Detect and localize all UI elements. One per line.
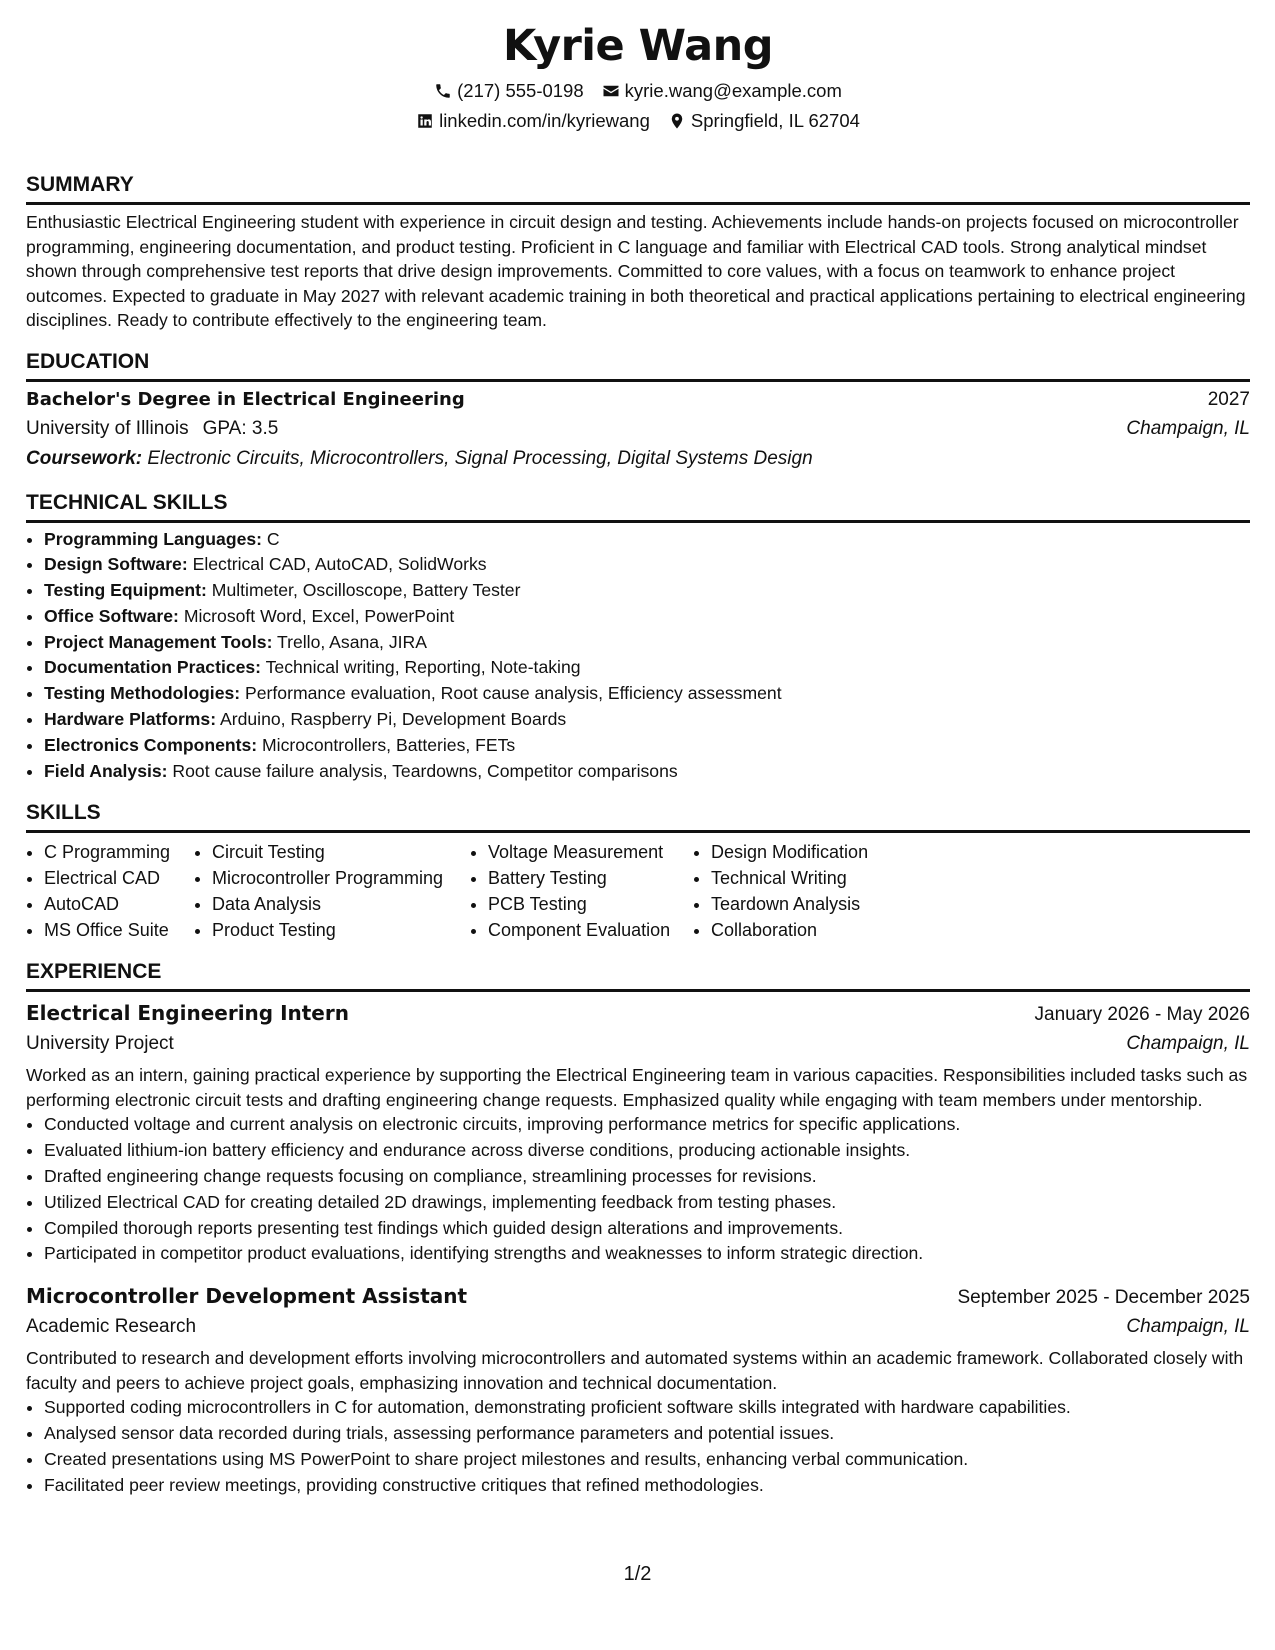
job-location: Champaign, IL [1126,1033,1250,1055]
list-item [44,604,1250,630]
coursework-list: Electronic Circuits, Microcontrollers, Signal Processing, Digital Systems Design [147,447,813,469]
school-name: University of Illinois [26,417,189,439]
list-item: • Microcontroller Programming [212,865,470,891]
resume-header [26,18,1250,134]
skills-column-4 [693,839,931,943]
skill-value: Performance evaluation, Root cause analysis, Efficiency assessment [245,683,782,704]
contact-row-1 [26,78,1250,104]
job-bullets [26,1112,1250,1267]
skill-label: Office Software: [44,605,179,626]
list-item: • Analysed sensor data recorded during trials, assessing performance parameters and potential issues. [44,1421,1250,1447]
job-location: Champaign, IL [1126,1316,1250,1338]
job-summary: Contributed to research and development efforts involving microcontrollers and automated systems within an academic framework. Collaborated closely with faculty and peers to achieve project goals, emphasizing innovation and technical documentation. [26,1348,1244,1393]
list-item: • Data Analysis [212,891,470,917]
job-title-row [26,998,1250,1029]
phone-text: (217) 555-0198 [457,80,584,101]
education-section [26,349,1250,474]
list-item [44,655,1250,681]
skill-value: Multimeter, Oscilloscope, Battery Tester [211,580,521,601]
list-item: • Utilized Electrical CAD for creating detailed 2D drawings, implementing feedback from testing phases. [44,1190,1250,1216]
contact-location [668,108,860,134]
job-organization: Academic Research [26,1316,197,1338]
school-row [26,414,1250,444]
experience-section [26,959,1250,1498]
linkedin-icon [416,112,434,130]
skills-section [26,800,1250,943]
list-item: • Supported coding microcontrollers in C for automation, demonstrating proficient software skills integrated with hardware capabilities. [44,1395,1250,1421]
list-item: • Battery Testing [488,865,693,891]
list-item [44,759,1250,785]
skill-label: Testing Equipment: [44,580,207,601]
list-item: • Created presentations using MS PowerPoint to share project milestones and results, enhancing verbal communication. [44,1447,1250,1473]
list-item: • Compiled thorough reports presenting test findings which guided design alterations and improvements. [44,1216,1250,1242]
education-heading: EDUCATION [26,349,1250,382]
summary-text: Enthusiastic Electrical Engineering student with experience in circuit design and testing. Achievements include hands-on projects focused on microcontroller programming, engineering documentation, and product testing. Proficient in C language and familiar with Electrical CAD tools. Strong analytical mindset shown through comprehensive test reports that drive design improvements. Committed to core values, with a focus on teamwork to enhance project outcomes. Expected to graduate in May 2027 with relevant academic training in both theoretical and practical applications pertaining to electrical engineering disciplines. Ready to contribute effectively to the engineering team. [26,212,1246,330]
skills-column-3 [470,839,693,943]
skill-value: Technical writing, Reporting, Note-taking [265,657,581,678]
list-item: • MS Office Suite [44,917,194,943]
skill-label: Design Software: [44,554,188,575]
skill-label: Hardware Platforms: [44,709,217,730]
skill-label: Documentation Practices: [44,657,262,678]
list-item: • Technical Writing [711,865,931,891]
contact-row-2 [26,108,1250,134]
list-item [44,681,1250,707]
summary-section [26,172,1250,333]
graduation-year: 2027 [1207,388,1250,410]
experience-heading: EXPERIENCE [26,959,1250,992]
page-number: 1/2 [623,1563,652,1585]
job-organization: University Project [26,1033,174,1055]
technical-skills-section [26,490,1250,785]
skill-value: Electrical CAD, AutoCAD, SolidWorks [192,554,487,575]
skill-label: Project Management Tools: [44,631,273,652]
job-title: Electrical Engineering Intern [26,1001,349,1026]
skill-value: Trello, Asana, JIRA [277,631,427,652]
list-item: • Design Modification [711,839,931,865]
job-title-row [26,1281,1250,1312]
gpa: GPA: 3.5 [202,417,279,439]
list-item [44,578,1250,604]
job-summary: Worked as an intern, gaining practical experience by supporting the Electrical Engineering team in various capacities. Responsibilities included tasks such as performing electronic circuit tests and drafting engineering change requests. Emphasized quality while engaging with team members under mentorship. [26,1065,1248,1110]
list-item: • Evaluated lithium-ion battery efficiency and endurance across diverse conditions, producing actionable insights. [44,1138,1250,1164]
list-item [44,707,1250,733]
list-item: • Collaboration [711,917,931,943]
technical-skills-list [26,527,1250,785]
skill-value: Root cause failure analysis, Teardowns, Competitor comparisons [172,760,678,781]
skills-heading: SKILLS [26,800,1250,833]
skills-column-2 [194,839,470,943]
job-dates: January 2026 - May 2026 [1034,1004,1250,1026]
list-item: • Teardown Analysis [711,891,931,917]
job-bullets [26,1395,1250,1498]
list-item: • C Programming [44,839,194,865]
list-item: • Participated in competitor product evaluations, identifying strengths and weaknesses to inform strategic direction. [44,1241,1250,1267]
skill-label: Field Analysis: [44,760,168,781]
list-item: • PCB Testing [488,891,693,917]
list-item: • Drafted engineering change requests focusing on compliance, streamlining processes for revisions. [44,1164,1250,1190]
skill-label: Programming Languages: [44,528,262,549]
skill-value: Microcontrollers, Batteries, FETs [262,734,516,755]
skills-grid [26,839,1250,943]
list-item: • Product Testing [212,917,470,943]
degree-row [26,386,1250,414]
location-text: Springfield, IL 62704 [690,110,860,131]
skill-label: Electronics Components: [44,734,258,755]
list-item: • Electrical CAD [44,865,194,891]
list-item: • Conducted voltage and current analysis on electronic circuits, improving performance metrics for specific applications. [44,1112,1250,1138]
list-item [44,733,1250,759]
skills-column-1 [26,839,194,943]
candidate-name: Kyrie Wang [503,21,773,71]
job-entry [26,1281,1250,1498]
job-title: Microcontroller Development Assistant [26,1284,468,1309]
summary-heading: SUMMARY [26,172,1250,205]
list-item: • Voltage Measurement [488,839,693,865]
resume-page [26,18,1250,1498]
skill-value: Arduino, Raspberry Pi, Development Boards [220,709,567,730]
list-item: • Component Evaluation [488,917,693,943]
coursework-label: Coursework: [26,447,143,469]
degree-title: Bachelor's Degree in Electrical Engineering [26,388,465,410]
job-entry [26,998,1250,1267]
envelope-icon [602,82,620,100]
school-info [26,414,278,444]
coursework-line [26,444,1250,474]
job-dates: September 2025 - December 2025 [957,1287,1250,1309]
map-pin-icon [668,112,686,130]
list-item: • Circuit Testing [212,839,470,865]
skill-value: Microsoft Word, Excel, PowerPoint [183,605,455,626]
contact-phone [434,78,584,104]
email-link[interactable]: kyrie.wang@example.com [624,80,842,101]
list-item: • Facilitated peer review meetings, providing constructive critiques that refined methodologies. [44,1473,1250,1499]
list-item [44,552,1250,578]
school-location: Champaign, IL [1126,417,1250,439]
linkedin-link[interactable]: linkedin.com/in/kyriewang [439,110,650,131]
list-item [44,527,1250,553]
skill-label: Testing Methodologies: [44,683,241,704]
list-item [44,630,1250,656]
contact-linkedin[interactable] [416,108,650,134]
phone-icon [434,82,452,100]
skill-value: C [266,528,280,549]
contact-email[interactable] [602,78,842,104]
technical-skills-heading: TECHNICAL SKILLS [26,490,1250,523]
list-item: • AutoCAD [44,891,194,917]
job-org-row [26,1029,1250,1059]
job-org-row [26,1312,1250,1342]
